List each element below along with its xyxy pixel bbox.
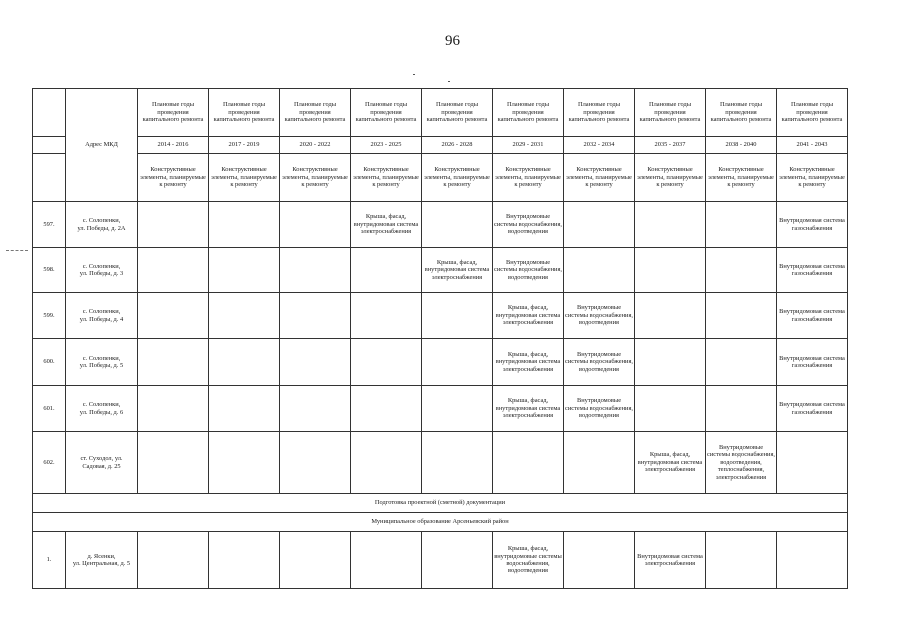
repair-elements-cell <box>280 248 351 293</box>
repair-elements-cell: Внутридомовые системы водоснабжения, водоотведения <box>564 293 635 339</box>
address-line-1: с. Солопенки, <box>82 308 121 316</box>
header-row-elements <box>33 154 848 202</box>
section-row <box>33 494 848 513</box>
elements-header: Конструктивные элементы, планируемые к ремонту <box>209 154 280 202</box>
repair-elements-cell <box>138 339 209 386</box>
repair-elements-cell <box>422 202 493 248</box>
repair-elements-cell <box>138 532 209 589</box>
row-number: 599. <box>33 293 66 339</box>
repair-elements-cell: Внутридомовая система газоснабжения <box>777 202 848 248</box>
elements-header: Конструктивные элементы, планируемые к ремонту <box>351 154 422 202</box>
table-row <box>33 293 848 339</box>
repair-elements-cell <box>351 386 422 432</box>
period-header: 2014 - 2016 <box>138 137 209 154</box>
repair-elements-cell <box>351 432 422 494</box>
planned-years-header: Плановые годы проведения капитального ремонта <box>351 89 422 137</box>
repair-elements-cell <box>351 339 422 386</box>
repair-elements-cell <box>635 293 706 339</box>
repair-elements-cell <box>280 339 351 386</box>
elements-header: Конструктивные элементы, планируемые к ремонту <box>493 154 564 202</box>
repair-elements-cell: Внутридомовые системы водоснабжения, водоотведения <box>564 386 635 432</box>
repair-elements-cell <box>706 293 777 339</box>
period-header: 2026 - 2028 <box>422 137 493 154</box>
planned-years-header: Плановые годы проведения капитального ремонта <box>422 89 493 137</box>
repair-elements-cell <box>706 532 777 589</box>
period-header: 2035 - 2037 <box>635 137 706 154</box>
address-line-2: ул. Победы, д. 2А <box>77 224 126 232</box>
table-row <box>33 532 848 589</box>
row-number: 601. <box>33 386 66 432</box>
period-header: 2032 - 2034 <box>564 137 635 154</box>
address-line-1: с. Солопенки, <box>82 354 121 362</box>
repair-elements-cell <box>351 248 422 293</box>
planned-years-header: Плановые годы проведения капитального ремонта <box>209 89 280 137</box>
repair-elements-cell <box>209 339 280 386</box>
elements-header: Конструктивные элементы, планируемые к ремонту <box>280 154 351 202</box>
repair-elements-cell <box>422 339 493 386</box>
repair-elements-cell: Крыша, фасад, внутридомовая система электроснабжения <box>351 202 422 248</box>
repair-elements-cell <box>564 202 635 248</box>
repair-elements-cell <box>351 293 422 339</box>
repair-elements-cell <box>635 248 706 293</box>
repair-elements-cell: Внутридомовые системы водоснабжения, водоотведения <box>493 202 564 248</box>
repair-elements-cell: Внутридомовые системы водоснабжения, водоотведения, теплоснабжения, электроснабжения <box>706 432 777 494</box>
elements-header: Конструктивные элементы, планируемые к ремонту <box>564 154 635 202</box>
repair-elements-cell: Крыша, фасад, внутридомовая система электроснабжения <box>493 339 564 386</box>
repair-elements-cell <box>138 386 209 432</box>
header-number-cell <box>33 137 66 154</box>
address-line-2: ул. Центральная, д. 5 <box>72 560 131 567</box>
header-number-cell <box>33 154 66 202</box>
repair-elements-cell <box>706 248 777 293</box>
table-row <box>33 248 848 293</box>
address-line-1: д. Ясенки, <box>87 552 116 560</box>
section-row <box>33 513 848 532</box>
planned-years-header: Плановые годы проведения капитального ремонта <box>635 89 706 137</box>
address-cell <box>66 202 138 248</box>
table-row <box>33 386 848 432</box>
address-line-1: с. Солопенки, <box>82 262 121 270</box>
address-line-1: с. Солопенки, <box>82 217 121 225</box>
repair-elements-cell <box>706 386 777 432</box>
planned-years-header: Плановые годы проведения капитального ремонта <box>564 89 635 137</box>
repair-elements-cell <box>777 532 848 589</box>
elements-header: Конструктивные элементы, планируемые к ремонту <box>635 154 706 202</box>
elements-header: Конструктивные элементы, планируемые к ремонту <box>138 154 209 202</box>
section-title: Муниципальное образование Арсеньевский район <box>33 513 848 532</box>
address-cell <box>66 339 138 386</box>
repair-elements-cell <box>351 532 422 589</box>
repair-elements-cell: Внутридомовая система газоснабжения <box>777 386 848 432</box>
row-number: 598. <box>33 248 66 293</box>
address-cell <box>66 293 138 339</box>
period-header: 2041 - 2043 <box>777 137 848 154</box>
planned-years-header: Плановые годы проведения капитального ремонта <box>138 89 209 137</box>
repair-elements-cell <box>209 432 280 494</box>
elements-header: Конструктивные элементы, планируемые к ремонту <box>422 154 493 202</box>
header-row-planned <box>33 89 848 137</box>
repair-elements-cell <box>564 248 635 293</box>
repair-elements-cell <box>209 386 280 432</box>
period-header: 2017 - 2019 <box>209 137 280 154</box>
planned-years-header: Плановые годы проведения капитального ремонта <box>280 89 351 137</box>
repair-elements-cell: Внутридомовые системы водоснабжения, водоотведения <box>493 248 564 293</box>
address-line-1: с. Солопенки, <box>82 401 121 409</box>
repair-elements-cell <box>635 386 706 432</box>
repair-elements-cell <box>422 386 493 432</box>
repair-elements-cell <box>280 202 351 248</box>
repair-elements-cell: Крыша, фасад, внутридомовые системы водоснабжения, водоотведения <box>493 532 564 589</box>
repair-elements-cell <box>422 293 493 339</box>
planned-years-header: Плановые годы проведения капитального ремонта <box>493 89 564 137</box>
table-row <box>33 202 848 248</box>
repair-elements-cell <box>280 293 351 339</box>
repair-elements-cell: Внутридомовые системы водоснабжения, водоотведения <box>564 339 635 386</box>
scan-dot <box>413 74 415 75</box>
repair-elements-cell <box>138 293 209 339</box>
repair-elements-cell <box>209 202 280 248</box>
repair-schedule-table <box>32 88 848 589</box>
period-header: 2023 - 2025 <box>351 137 422 154</box>
section-title: Подготовка проектной (сметной) документации <box>33 494 848 513</box>
header-number-cell <box>33 89 66 137</box>
address-line-2: ул. Победы, д. 3 <box>79 270 124 277</box>
repair-elements-cell <box>564 532 635 589</box>
planned-years-header: Плановые годы проведения капитального ремонта <box>706 89 777 137</box>
address-cell <box>66 432 138 494</box>
repair-elements-cell <box>493 432 564 494</box>
repair-elements-cell <box>422 532 493 589</box>
table-row <box>33 432 848 494</box>
address-line-2: ул. Победы, д. 5 <box>79 362 124 369</box>
repair-elements-cell: Внутридомовая система газоснабжения <box>777 248 848 293</box>
address-line-2: ул. Победы, д. 4 <box>79 315 124 323</box>
address-cell <box>66 248 138 293</box>
repair-elements-cell: Внутридомовая система газоснабжения <box>777 293 848 339</box>
page-number: 96 <box>445 33 460 49</box>
row-number: 602. <box>33 432 66 494</box>
repair-elements-cell <box>209 532 280 589</box>
address-cell <box>66 386 138 432</box>
repair-elements-cell <box>138 248 209 293</box>
elements-header: Конструктивные элементы, планируемые к ремонту <box>706 154 777 202</box>
header-row-periods <box>33 137 848 154</box>
repair-elements-cell <box>635 339 706 386</box>
repair-elements-cell <box>635 202 706 248</box>
address-line-1: ст. Суходол, ул. <box>80 455 123 463</box>
repair-elements-cell: Крыша, фасад, внутридомовая система электроснабжения <box>493 386 564 432</box>
repair-elements-cell <box>422 432 493 494</box>
repair-elements-cell <box>138 202 209 248</box>
repair-elements-cell <box>280 432 351 494</box>
address-line-2: Садовая, д. 25 <box>82 462 121 470</box>
repair-elements-cell <box>209 293 280 339</box>
row-number: 600. <box>33 339 66 386</box>
repair-elements-cell <box>209 248 280 293</box>
repair-elements-cell: Внутридомовая система газоснабжения <box>777 339 848 386</box>
repair-elements-cell <box>706 202 777 248</box>
row-number: 597. <box>33 202 66 248</box>
repair-elements-cell <box>138 432 209 494</box>
period-header: 2029 - 2031 <box>493 137 564 154</box>
repair-elements-cell: Крыша, фасад, внутридомовая система электроснабжения <box>422 248 493 293</box>
repair-elements-cell <box>777 432 848 494</box>
repair-elements-cell: Крыша, фасад, внутридомовая система электроснабжения <box>493 293 564 339</box>
repair-elements-cell <box>280 386 351 432</box>
address-header: Адрес МКД <box>66 89 138 202</box>
address-line-2: ул. Победы, д. 6 <box>79 408 124 416</box>
margin-mark <box>6 250 28 252</box>
period-header: 2038 - 2040 <box>706 137 777 154</box>
scan-dot <box>448 81 450 82</box>
planned-years-header: Плановые годы проведения капитального ремонта <box>777 89 848 137</box>
row-number: 1. <box>33 532 66 589</box>
table-row <box>33 339 848 386</box>
repair-elements-cell <box>280 532 351 589</box>
period-header: 2020 - 2022 <box>280 137 351 154</box>
repair-elements-cell: Внутридомовая система электроснабжения <box>635 532 706 589</box>
address-cell <box>66 532 138 589</box>
elements-header: Конструктивные элементы, планируемые к ремонту <box>777 154 848 202</box>
repair-elements-cell <box>706 339 777 386</box>
repair-elements-cell <box>564 432 635 494</box>
repair-elements-cell: Крыша, фасад, внутридомовая система электроснабжения <box>635 432 706 494</box>
